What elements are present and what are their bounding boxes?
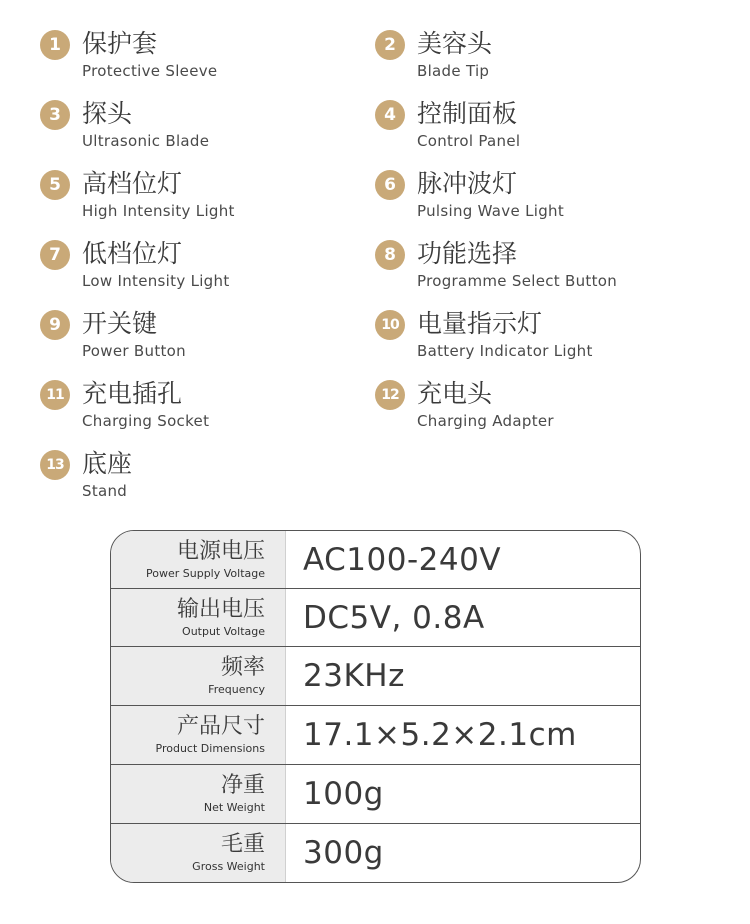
part-name-cn: 控制面板 — [417, 99, 518, 128]
spec-label-cell — [111, 824, 286, 882]
part-item — [375, 166, 695, 228]
number-badge: 8 — [375, 240, 405, 270]
part-name-en: Pulsing Wave Light — [417, 202, 565, 220]
part-name-en: Low Intensity Light — [82, 272, 230, 290]
spec-label-cell — [111, 647, 286, 705]
number-badge: 2 — [375, 30, 405, 60]
part-name-cn: 充电插孔 — [82, 379, 183, 408]
part-name-cn: 低档位灯 — [82, 239, 183, 268]
spec-label-cn: 产品尺寸 — [176, 714, 265, 739]
spec-label-cn: 净重 — [220, 773, 265, 798]
spec-label-cell — [111, 706, 286, 764]
part-name-en: Programme Select Button — [417, 272, 618, 290]
number-badge: 9 — [40, 310, 70, 340]
spec-row — [111, 589, 640, 647]
spec-value: AC100-240V — [303, 541, 502, 578]
spec-table — [110, 530, 641, 883]
number-badge: 3 — [40, 100, 70, 130]
spec-label-cell — [111, 765, 286, 823]
part-name-en: Charging Adapter — [417, 412, 554, 430]
part-name-cn: 高档位灯 — [82, 169, 183, 198]
part-item — [375, 26, 695, 88]
spec-label-cn: 电源电压 — [176, 539, 265, 564]
spec-value: 300g — [303, 835, 384, 871]
part-name-en: Blade Tip — [417, 62, 490, 80]
part-item — [40, 376, 360, 438]
number-badge: 12 — [375, 380, 405, 410]
part-item — [40, 96, 360, 158]
number-badge: 5 — [40, 170, 70, 200]
spec-label-cell — [111, 589, 286, 646]
spec-value: DC5V, 0.8A — [303, 599, 485, 636]
number-badge: 13 — [40, 450, 70, 480]
spec-label-en: Frequency — [208, 683, 265, 696]
spec-row — [111, 531, 640, 589]
number-badge: 4 — [375, 100, 405, 130]
part-name-en: Power Button — [82, 342, 186, 360]
part-item — [40, 306, 360, 368]
part-item — [375, 96, 695, 158]
spec-label-cn: 频率 — [220, 655, 265, 680]
number-badge: 1 — [40, 30, 70, 60]
part-name-cn: 脉冲波灯 — [417, 169, 518, 198]
part-item — [375, 376, 695, 438]
part-item — [40, 446, 360, 508]
part-name-cn: 充电头 — [417, 379, 493, 408]
number-badge: 7 — [40, 240, 70, 270]
part-name-en: Battery Indicator Light — [417, 342, 593, 360]
spec-label-cn: 输出电压 — [176, 597, 265, 622]
spec-label-cn: 毛重 — [220, 832, 265, 857]
part-name-en: Ultrasonic Blade — [82, 132, 210, 150]
spec-label-en: Product Dimensions — [155, 742, 265, 755]
spec-row — [111, 706, 640, 765]
part-item — [40, 26, 360, 88]
part-item — [375, 306, 695, 368]
part-item — [40, 166, 360, 228]
number-badge: 10 — [375, 310, 405, 340]
part-name-en: Control Panel — [417, 132, 521, 150]
part-name-en: Charging Socket — [82, 412, 210, 430]
part-item — [40, 236, 360, 298]
number-badge: 6 — [375, 170, 405, 200]
spec-row — [111, 824, 640, 882]
spec-label-cell — [111, 531, 286, 588]
spec-label-en: Output Voltage — [182, 625, 265, 638]
part-name-cn: 电量指示灯 — [417, 309, 543, 338]
spec-label-en: Power Supply Voltage — [146, 567, 265, 580]
part-item — [375, 236, 695, 298]
spec-label-en: Net Weight — [203, 801, 265, 814]
spec-label-en: Gross Weight — [192, 860, 265, 873]
spec-row — [111, 765, 640, 824]
number-badge: 11 — [40, 380, 70, 410]
part-name-cn: 保护套 — [82, 29, 158, 58]
spec-value: 23KHz — [303, 658, 405, 694]
part-name-en: High Intensity Light — [82, 202, 235, 220]
part-name-cn: 美容头 — [417, 29, 493, 58]
part-name-cn: 功能选择 — [417, 239, 518, 268]
spec-value: 100g — [303, 776, 384, 812]
part-name-cn: 底座 — [82, 449, 133, 478]
part-name-cn: 探头 — [82, 99, 133, 128]
part-name-cn: 开关键 — [82, 309, 158, 338]
part-name-en: Stand — [82, 482, 128, 500]
spec-row — [111, 647, 640, 706]
spec-value: 17.1×5.2×2.1cm — [303, 717, 577, 753]
part-name-en: Protective Sleeve — [82, 62, 218, 80]
